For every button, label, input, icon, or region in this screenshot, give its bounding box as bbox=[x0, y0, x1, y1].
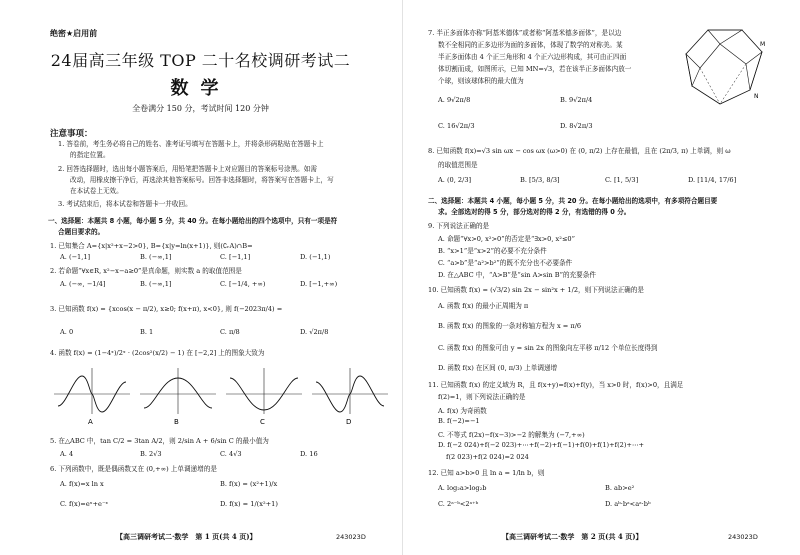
question-6: 6. 下列函数中，既是偶函数又在 (0,+∞) 上单调递增的是 bbox=[50, 465, 217, 473]
q12-option-c: C. 2ᵃ⁻ᵇ<2ᵃ⁺ᵇ bbox=[438, 500, 479, 508]
question-1: 1. 已知集合 A={x|x²+x−2>0}, B={x|y=ln(x+1)}, 则(∁ᵣA)∩B= bbox=[50, 242, 253, 250]
q3-option-d: D. √2π/8 bbox=[300, 328, 329, 336]
q6-option-c: C. f(x)=eˣ+e⁻ˣ bbox=[60, 500, 109, 508]
q4-graph-b bbox=[140, 368, 216, 426]
q7-line: 数不全相同的正多边形为面的多面体，体现了数学的对称美。某 bbox=[438, 41, 623, 49]
question-11: 11. 已知函数 f(x) 的定义域为 R，且 f(x+y)=f(x)+f(y)，当 x>0 时，f(x)>0，且满足 bbox=[428, 381, 684, 389]
q9-option-b: B. “x>1”是“x>2”的必要不充分条件 bbox=[438, 247, 547, 255]
section1-heading: 一、选择题：本题共 8 小题，每小题 5 分，共 40 分。在每小题给出的四个选项中，只有一项是符 bbox=[48, 217, 338, 225]
q9-option-a: A. 命题“∀x>0, x²>0”的否定是“∃x>0, x²≤0” bbox=[438, 235, 575, 243]
q1-option-d: D. (−1,1) bbox=[300, 253, 331, 261]
fig-label-n: N bbox=[754, 93, 759, 100]
left-page bbox=[8, 0, 393, 555]
q10-option-d: D. 函数 f(x) 在区间 (0, π/3) 上单调递增 bbox=[438, 364, 558, 372]
q4-label-b: B bbox=[174, 418, 179, 426]
right-page bbox=[410, 0, 795, 555]
question-8-cont: 的取值范围是 bbox=[438, 161, 478, 169]
q7-line: 半正多面体由 4 个正三角形和 4 个正六边形构成，其可由正四面 bbox=[438, 53, 627, 61]
q6-option-a: A. f(x)=x ln x bbox=[60, 480, 104, 488]
question-12: 12. 已知 a>b>0 且 ln a = 1/ln b，则 bbox=[428, 469, 545, 477]
q8-option-a: A. (0, 2/3] bbox=[438, 176, 472, 184]
q2-option-d: D. [−1,+∞) bbox=[300, 280, 338, 288]
q9-option-c: C. “a>b”是“a²>b²”的既不充分也不必要条件 bbox=[438, 259, 573, 267]
q7-option-d: D. 8√2π/3 bbox=[560, 122, 593, 130]
q10-option-a: A. 函数 f(x) 的最小正周期为 π bbox=[438, 302, 529, 310]
section1-heading-cont: 合题目要求的。 bbox=[58, 228, 105, 236]
q11-option-d-cont: f(2 023)+f(2 024)=2 024 bbox=[446, 453, 529, 461]
q12-option-d: D. aᵇ·bᵃ<aᵃ·bᵇ bbox=[605, 500, 651, 508]
q2-option-c: C. [−1/4, +∞) bbox=[220, 280, 266, 288]
left-code: 243023D bbox=[336, 533, 366, 541]
q5-option-b: B. 2√3 bbox=[140, 450, 162, 458]
q1-option-c: C. [−1,1] bbox=[220, 253, 251, 261]
q7-option-c: C. 16√2π/3 bbox=[438, 122, 475, 130]
q11-option-c: C. 不等式 f(2x)−f(x−3)>−2 的解集为 (−7,+∞) bbox=[438, 431, 585, 439]
secret-mark: 绝密★启用前 bbox=[50, 29, 98, 38]
q4-label-d: D bbox=[346, 418, 352, 426]
fig-label-m: M bbox=[760, 41, 766, 48]
section2-heading-cont: 求。全部选对的得 5 分，部分选对的得 2 分，有选错的得 0 分。 bbox=[438, 208, 631, 216]
q6-option-b: B. f(x) = (x²+1)/x bbox=[220, 480, 278, 488]
q10-option-b: B. 函数 f(x) 的图象的一条对称轴方程为 x = π/6 bbox=[438, 322, 582, 330]
exam-title: 24届高三年级 TOP 二十名校调研考试二 bbox=[50, 51, 351, 70]
section2-heading: 二、选择题：本题共 4 小题，每小题 5 分，共 20 分。在每小题给出的选项中，有多项符合题目要 bbox=[428, 197, 718, 205]
q12-option-b: B. ab>e² bbox=[605, 484, 635, 492]
q4-label-c: C bbox=[260, 418, 265, 426]
q4-graph-c bbox=[226, 368, 302, 426]
question-11-cont: f(2)=1，则下列说法正确的是 bbox=[438, 393, 526, 401]
subject-title: 数学 bbox=[170, 78, 231, 99]
q7-line: 体切割而成，如图所示，已知 MN=√3，若在该半正多面体内放一 bbox=[438, 65, 632, 73]
q3-option-c: C. π/8 bbox=[220, 328, 240, 336]
note-line: 2. 回答选择题时，选出每小题答案后，用铅笔把答题卡上对应题目的答案标号涂黑。如需 bbox=[58, 165, 317, 173]
q7-line: 个球，则该球体积的最大值为 bbox=[438, 77, 524, 85]
q2-option-a: A. (−∞, −1/4] bbox=[60, 280, 106, 288]
q4-graphs bbox=[52, 364, 392, 426]
q5-option-a: A. 4 bbox=[60, 450, 74, 458]
q7-option-a: A. 9√2π/8 bbox=[438, 96, 471, 104]
left-footer: 【高三调研考试二·数学 第 1 页(共 4 页)】 bbox=[116, 532, 257, 541]
note-line: 改动，用橡皮擦干净后，再选涂其他答案标号。回答非选择题时，将答案写在答题卡上，写 bbox=[70, 176, 334, 184]
q4-graph-a bbox=[54, 368, 130, 426]
notes-heading: 注意事项： bbox=[50, 129, 93, 139]
q11-option-d: D. f(−2 024)+f(−2 023)+⋯+f(−2)+f(−1)+f(0)+f(1)+f(2)+⋯+ bbox=[438, 441, 645, 449]
q6-option-d: D. f(x) = 1/(x²+1) bbox=[220, 500, 278, 508]
q1-option-a: A. (−1,1] bbox=[60, 253, 91, 261]
question-10: 10. 已知函数 f(x) = (√3/2) sin 2x − sin²x + 1/2，则下列说法正确的是 bbox=[428, 286, 644, 294]
q3-option-a: A. 0 bbox=[60, 328, 74, 336]
q11-option-b: B. f(−2)=−1 bbox=[438, 417, 480, 425]
q7-option-b: B. 9√2π/4 bbox=[560, 96, 593, 104]
q7-polyhedron-figure bbox=[680, 24, 770, 108]
question-4: 4. 函数 f(x) = (1−4ˣ)/2ˣ · (2cos²(x/2) − 1) 在 [−2,2] 上的图象大致为 bbox=[50, 349, 265, 357]
q10-option-c: C. 函数 f(x) 的图象可由 y = sin 2x 的图象向左平移 π/12 个单位长度得到 bbox=[438, 344, 658, 352]
q11-option-a: A. f(x) 为奇函数 bbox=[438, 407, 487, 415]
question-5: 5. 在△ABC 中，tan C/2 = 3tan A/2，则 2/sin A + 6/sin C 的最小值为 bbox=[50, 437, 269, 445]
question-3: 3. 已知函数 f(x) = {xcos(x − π/2), x≥0; f(x+π), x<0}, 则 f(−2023π/4) = bbox=[50, 305, 283, 313]
page-divider bbox=[402, 0, 403, 555]
q1-option-b: B. (−∞,1] bbox=[140, 253, 172, 261]
question-8: 8. 已知函数 f(x)=√3 sin ωx − cos ωx (ω>0) 在 (0, π/2) 上存在最值，且在 (2π/3, π) 上单调，则 ω bbox=[428, 147, 731, 155]
full-marks: 全卷满分 150 分，考试时间 120 分钟 bbox=[132, 104, 269, 113]
note-line: 在本试卷上无效。 bbox=[70, 187, 123, 195]
q8-option-d: D. [11/4, 17/6] bbox=[688, 176, 737, 184]
q9-option-d: D. 在△ABC 中，“A>B”是“sin A>sin B”的充要条件 bbox=[438, 271, 596, 279]
note-line: 3. 考试结束后，将本试卷和答题卡一并收回。 bbox=[58, 200, 192, 208]
q8-option-c: C. [1, 5/3] bbox=[605, 176, 639, 184]
right-code: 243023D bbox=[728, 533, 758, 541]
right-footer: 【高三调研考试二·数学 第 2 页(共 4 页)】 bbox=[502, 532, 643, 541]
q3-option-b: B. 1 bbox=[140, 328, 154, 336]
q12-option-a: A. log₂a>log₂b bbox=[438, 484, 487, 492]
question-2: 2. 若命题“∀x∈R, x²−x−a≥0”是真命题，则实数 a 的取值范围是 bbox=[50, 267, 242, 275]
question-9: 9. 下列说法正确的是 bbox=[428, 222, 490, 230]
q7-line: 7. 半正多面体亦称“阿基米德体”或者称“阿基米德多面体”，是以边 bbox=[428, 29, 622, 37]
note-line: 1. 答卷前，考生务必将自己的姓名、准考证号填写在答题卡上，并将条形码粘贴在答题卡上 bbox=[58, 140, 324, 148]
q2-option-b: B. (−∞,1] bbox=[140, 280, 172, 288]
q8-option-b: B. [5/3, 8/3] bbox=[520, 176, 560, 184]
note-line: 的指定位置。 bbox=[70, 151, 110, 159]
q4-label-a: A bbox=[88, 418, 93, 426]
q4-graph-d bbox=[312, 368, 388, 426]
q5-option-d: D. 16 bbox=[300, 450, 318, 458]
q5-option-c: C. 4√3 bbox=[220, 450, 242, 458]
